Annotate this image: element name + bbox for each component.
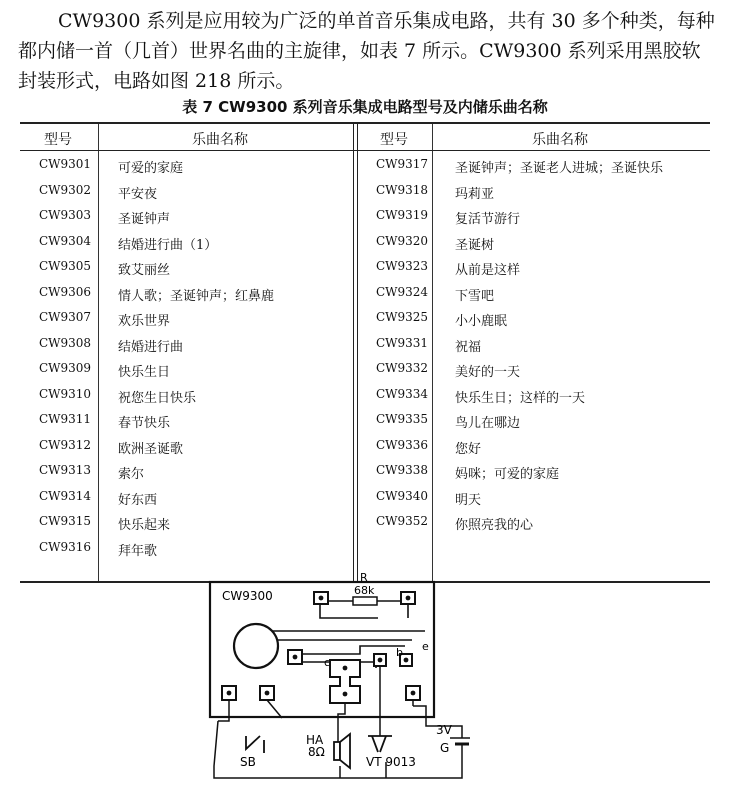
table-row — [20, 514, 350, 540]
table-row — [357, 463, 687, 489]
model-cell: CW9336 — [375, 437, 429, 452]
model-cell: CW9323 — [375, 259, 429, 273]
model-cell: CW9313 — [38, 463, 92, 477]
song-cell: 鸟儿在哪边 — [455, 416, 521, 431]
battery-voltage: 3V — [436, 723, 452, 737]
song-cell: 圣诞树 — [455, 237, 495, 253]
song-cell: 欧洲圣诞歌 — [118, 441, 184, 457]
table-row — [357, 183, 687, 209]
model-cell: CW9307 — [38, 310, 92, 324]
model-cell: CW9315 — [38, 514, 92, 528]
switch-label: SB — [240, 755, 256, 769]
model-cell: CW9320 — [375, 233, 429, 248]
header-model: 型号 — [44, 132, 72, 148]
model-cell: CW9308 — [38, 335, 92, 350]
intro-line: 都内储一首（几首）世界名曲的主旋律，如表 7 所示。CW9300 系列采用黑胶软 — [18, 40, 701, 62]
song-cell: 快乐起来 — [118, 518, 171, 533]
table-row — [357, 438, 687, 464]
table-body — [20, 151, 710, 581]
song-cell: 欢乐世界 — [118, 314, 171, 329]
table-row — [357, 387, 687, 413]
model-cell: CW9319 — [375, 208, 429, 222]
node-c-label: c — [324, 656, 331, 669]
header-model: 型号 — [380, 132, 408, 148]
song-cell: 圣诞钟声 — [118, 212, 171, 227]
resistor-value: 68k — [354, 584, 375, 597]
model-cell: CW9312 — [38, 437, 92, 452]
chip-label: CW9300 — [222, 589, 273, 603]
table-header — [20, 124, 710, 151]
intro-line: 封装形式，电路如图 218 所示。 — [18, 70, 295, 92]
switch-symbol — [246, 736, 264, 753]
model-cell: CW9338 — [375, 463, 429, 477]
song-cell: 结婚进行曲 — [118, 339, 184, 355]
model-cell: CW9325 — [375, 310, 429, 324]
song-cell: 好东西 — [118, 492, 158, 508]
song-cell: 春节快乐 — [118, 416, 171, 431]
song-cell: 妈咪；可爱的家庭 — [455, 467, 560, 482]
song-cell: 祝福 — [455, 339, 482, 355]
song-table — [20, 122, 710, 583]
table-row — [357, 412, 687, 438]
table-row — [20, 234, 350, 260]
model-cell: CW9331 — [375, 335, 429, 350]
table-title: 表 7 CW9300 系列音乐集成电路型号及内储乐曲名称 — [182, 98, 548, 116]
model-cell: CW9317 — [375, 157, 429, 171]
model-cell: CW9335 — [375, 412, 429, 426]
model-cell: CW9304 — [38, 233, 92, 248]
song-cell: 结婚进行曲（1） — [118, 237, 218, 253]
model-cell: CW9332 — [375, 361, 429, 375]
model-cell: CW9324 — [375, 284, 429, 299]
table-row — [20, 540, 350, 566]
song-cell: 玛莉亚 — [455, 186, 495, 202]
table-row — [20, 412, 350, 438]
circuit-diagram — [200, 566, 470, 798]
model-cell: CW9305 — [38, 259, 92, 273]
node-e-label: e — [422, 640, 429, 653]
song-cell: 美好的一天 — [455, 365, 521, 380]
model-cell: CW9303 — [38, 208, 92, 222]
table-row — [357, 208, 687, 234]
transistor-label: VT 9013 — [366, 755, 416, 769]
table-row — [20, 463, 350, 489]
model-cell: CW9316 — [38, 539, 92, 554]
table-row — [20, 387, 350, 413]
table-row — [357, 285, 687, 311]
model-cell: CW9340 — [375, 488, 429, 503]
song-cell: 从前是这样 — [455, 263, 521, 278]
song-cell: 索尔 — [118, 467, 145, 482]
speaker-symbol — [334, 734, 350, 768]
model-cell: CW9306 — [38, 284, 92, 299]
table-row — [20, 489, 350, 515]
table-row — [20, 361, 350, 387]
model-cell: CW9302 — [38, 182, 92, 197]
chip-blob — [234, 624, 278, 668]
table-row — [357, 361, 687, 387]
intro-line: CW9300 系列是应用较为广泛的单首音乐集成电路，共有 30 多个种类，每种 — [58, 10, 715, 32]
resistor-symbol — [353, 597, 377, 605]
song-cell: 快乐生日；这样的一天 — [455, 390, 586, 406]
song-cell: 可爱的家庭 — [118, 161, 184, 176]
model-cell: CW9311 — [38, 412, 92, 426]
model-cell: CW9314 — [38, 488, 92, 503]
table-row — [20, 336, 350, 362]
table-row — [20, 259, 350, 285]
model-cell: CW9352 — [375, 514, 429, 528]
song-cell: 情人歌；圣诞钟声；红鼻鹿 — [118, 288, 275, 304]
table-row — [20, 310, 350, 336]
song-cell: 致艾丽丝 — [118, 263, 171, 278]
table-row — [20, 183, 350, 209]
transistor-symbol — [368, 736, 392, 752]
table-row — [20, 438, 350, 464]
intro-paragraph — [18, 6, 718, 96]
header-song: 乐曲名称 — [532, 132, 588, 148]
song-cell: 复活节游行 — [455, 212, 521, 227]
table-row — [357, 489, 687, 515]
table-row — [20, 157, 350, 183]
header-song: 乐曲名称 — [192, 132, 248, 148]
model-cell: CW9309 — [38, 361, 92, 375]
table-row — [20, 285, 350, 311]
table-row — [357, 259, 687, 285]
resistor-label: R — [360, 571, 368, 584]
song-cell: 平安夜 — [118, 186, 158, 202]
song-cell: 拜年歌 — [118, 543, 158, 559]
table-row — [357, 514, 687, 540]
speaker-value: 8Ω — [308, 745, 325, 759]
table-row — [357, 310, 687, 336]
battery-symbol — [450, 738, 470, 744]
song-cell: 圣诞钟声；圣诞老人进城；圣诞快乐 — [455, 161, 664, 176]
song-cell: 小小鹿眠 — [455, 314, 508, 329]
model-cell: CW9301 — [38, 157, 92, 171]
battery-label: G — [440, 741, 450, 755]
song-cell: 快乐生日 — [118, 365, 171, 380]
table-row — [357, 336, 687, 362]
song-cell: 祝您生日快乐 — [118, 390, 197, 406]
model-cell: CW9334 — [375, 386, 429, 401]
table-row — [357, 157, 687, 183]
model-cell: CW9310 — [38, 386, 92, 401]
song-cell: 您好 — [455, 441, 482, 457]
song-cell: 你照亮我的心 — [455, 518, 534, 533]
table-row — [357, 234, 687, 260]
speaker-label: HA — [306, 733, 324, 747]
table-row — [20, 208, 350, 234]
model-cell: CW9318 — [375, 182, 429, 197]
node-b-label: b — [396, 646, 403, 659]
song-cell: 下雪吧 — [455, 288, 495, 304]
song-cell: 明天 — [455, 492, 482, 508]
